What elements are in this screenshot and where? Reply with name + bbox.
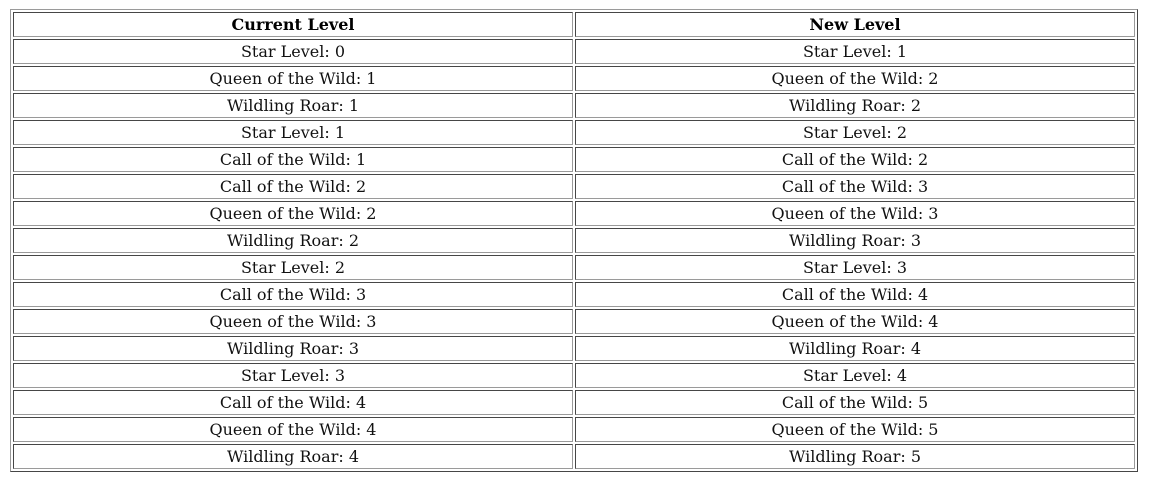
table-row [13, 444, 1135, 469]
table-row [13, 174, 1135, 199]
table-header-row [13, 12, 1135, 37]
new-level-cell: Queen of the Wild: 3 [575, 201, 1135, 226]
table-row [13, 201, 1135, 226]
table-row [13, 66, 1135, 91]
current-level-cell: Queen of the Wild: 4 [13, 417, 573, 442]
new-level-cell: Star Level: 4 [575, 363, 1135, 388]
current-level-cell: Queen of the Wild: 1 [13, 66, 573, 91]
current-level-cell: Call of the Wild: 1 [13, 147, 573, 172]
new-level-cell: Queen of the Wild: 4 [575, 309, 1135, 334]
current-level-cell: Call of the Wild: 2 [13, 174, 573, 199]
current-level-cell: Star Level: 1 [13, 120, 573, 145]
table-row [13, 147, 1135, 172]
new-level-cell: Wildling Roar: 5 [575, 444, 1135, 469]
table-row [13, 336, 1135, 361]
table-row [13, 255, 1135, 280]
column-header-new-level: New Level [575, 12, 1135, 37]
current-level-cell: Star Level: 2 [13, 255, 573, 280]
current-level-cell: Call of the Wild: 3 [13, 282, 573, 307]
new-level-cell: Queen of the Wild: 5 [575, 417, 1135, 442]
table-row [13, 228, 1135, 253]
table-row [13, 39, 1135, 64]
current-level-cell: Wildling Roar: 2 [13, 228, 573, 253]
new-level-cell: Call of the Wild: 2 [575, 147, 1135, 172]
table-row [13, 363, 1135, 388]
table-row [13, 417, 1135, 442]
table-head [13, 12, 1135, 37]
level-upgrade-table [10, 9, 1138, 472]
new-level-cell: Star Level: 3 [575, 255, 1135, 280]
new-level-cell: Wildling Roar: 3 [575, 228, 1135, 253]
column-header-current-level: Current Level [13, 12, 573, 37]
current-level-cell: Queen of the Wild: 2 [13, 201, 573, 226]
current-level-cell: Queen of the Wild: 3 [13, 309, 573, 334]
new-level-cell: Star Level: 2 [575, 120, 1135, 145]
current-level-cell: Wildling Roar: 1 [13, 93, 573, 118]
current-level-cell: Call of the Wild: 4 [13, 390, 573, 415]
new-level-cell: Call of the Wild: 5 [575, 390, 1135, 415]
new-level-cell: Star Level: 1 [575, 39, 1135, 64]
new-level-cell: Wildling Roar: 4 [575, 336, 1135, 361]
table-body [13, 39, 1135, 469]
current-level-cell: Wildling Roar: 4 [13, 444, 573, 469]
table-row [13, 282, 1135, 307]
current-level-cell: Star Level: 0 [13, 39, 573, 64]
new-level-cell: Wildling Roar: 2 [575, 93, 1135, 118]
current-level-cell: Wildling Roar: 3 [13, 336, 573, 361]
table-row [13, 390, 1135, 415]
new-level-cell: Call of the Wild: 4 [575, 282, 1135, 307]
current-level-cell: Star Level: 3 [13, 363, 573, 388]
table-row [13, 93, 1135, 118]
new-level-cell: Call of the Wild: 3 [575, 174, 1135, 199]
new-level-cell: Queen of the Wild: 2 [575, 66, 1135, 91]
table-row [13, 309, 1135, 334]
table-row [13, 120, 1135, 145]
